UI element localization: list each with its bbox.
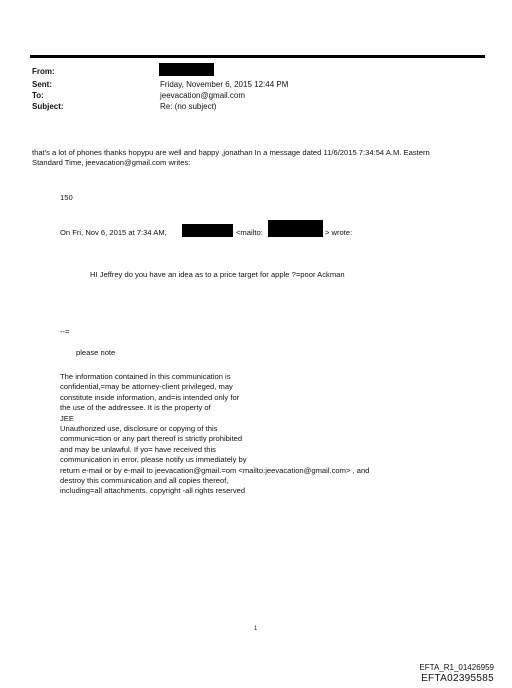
quoted-question: HI Jeffrey do you have an idea as to a price target for apple ?=poor Ackman <box>90 270 345 279</box>
quote-prefix: On Fri, Nov 6, 2015 at 7:34 AM, <box>60 228 167 237</box>
page-number: 1 <box>254 626 258 632</box>
subject-label: Subject: <box>32 102 64 111</box>
quote-mailto: <mailto: <box>236 228 263 237</box>
to-label: To: <box>32 91 44 100</box>
sent-label: Sent: <box>32 80 52 89</box>
subject-value: Re: (no subject) <box>160 102 217 111</box>
disclaimer-line: the use of the addressee. It is the property of <box>60 403 211 413</box>
confidentiality-disclaimer <box>60 372 369 497</box>
from-redaction <box>159 63 214 76</box>
reply-line-2: Standard Time, jeevacation@gmail.com writes: <box>32 158 191 167</box>
efta-r1-stamp: EFTA_R1_01426959 <box>419 663 494 672</box>
reply-line-1: that's a lot of phones thanks hopypu are well and happy ,jonathan In a message dated 11/6/2015 7:34:54 A.M. Eastern <box>32 148 430 157</box>
sender-name-redaction <box>182 224 233 237</box>
please-note: please note <box>76 348 116 357</box>
from-label: From: <box>32 67 55 76</box>
header-rule <box>30 55 485 58</box>
disclaimer-line: communic=tion or any part thereof is strictly prohibited <box>60 434 243 444</box>
to-value: jeevacation@gmail.com <box>160 91 246 100</box>
signature-separator: --= <box>60 327 70 336</box>
reply-number: 150 <box>60 193 73 202</box>
disclaimer-line: Unauthorized use, disclosure or copying of this <box>60 424 218 434</box>
quote-suffix: > wrote: <box>325 228 353 237</box>
sent-value: Friday, November 6, 2015 12:44 PM <box>160 80 289 89</box>
disclaimer-line: including=all attachments. copyright -all rights reserved <box>60 486 246 496</box>
disclaimer-line: communication in error, please notify us immediately by <box>60 455 247 465</box>
disclaimer-line: JEE <box>60 413 74 423</box>
disclaimer-line: return e-mail or by e-mail to jeevacation@gmail.=om <mailto:jeevacation@gmail.com> , and <box>60 465 370 475</box>
disclaimer-line: constitute inside information, and=is intended only for <box>60 392 240 402</box>
disclaimer-line: destroy this communication and all copies thereof, <box>60 476 229 486</box>
sender-email-redaction <box>268 220 323 237</box>
disclaimer-line: The information contained in this communication is <box>60 372 231 381</box>
disclaimer-line: confidential,=may be attorney-client privileged, may <box>60 382 233 392</box>
efta-stamp: EFTA02395585 <box>421 673 494 684</box>
disclaimer-line: and may be unlawful. If yo= have received this <box>60 444 216 454</box>
